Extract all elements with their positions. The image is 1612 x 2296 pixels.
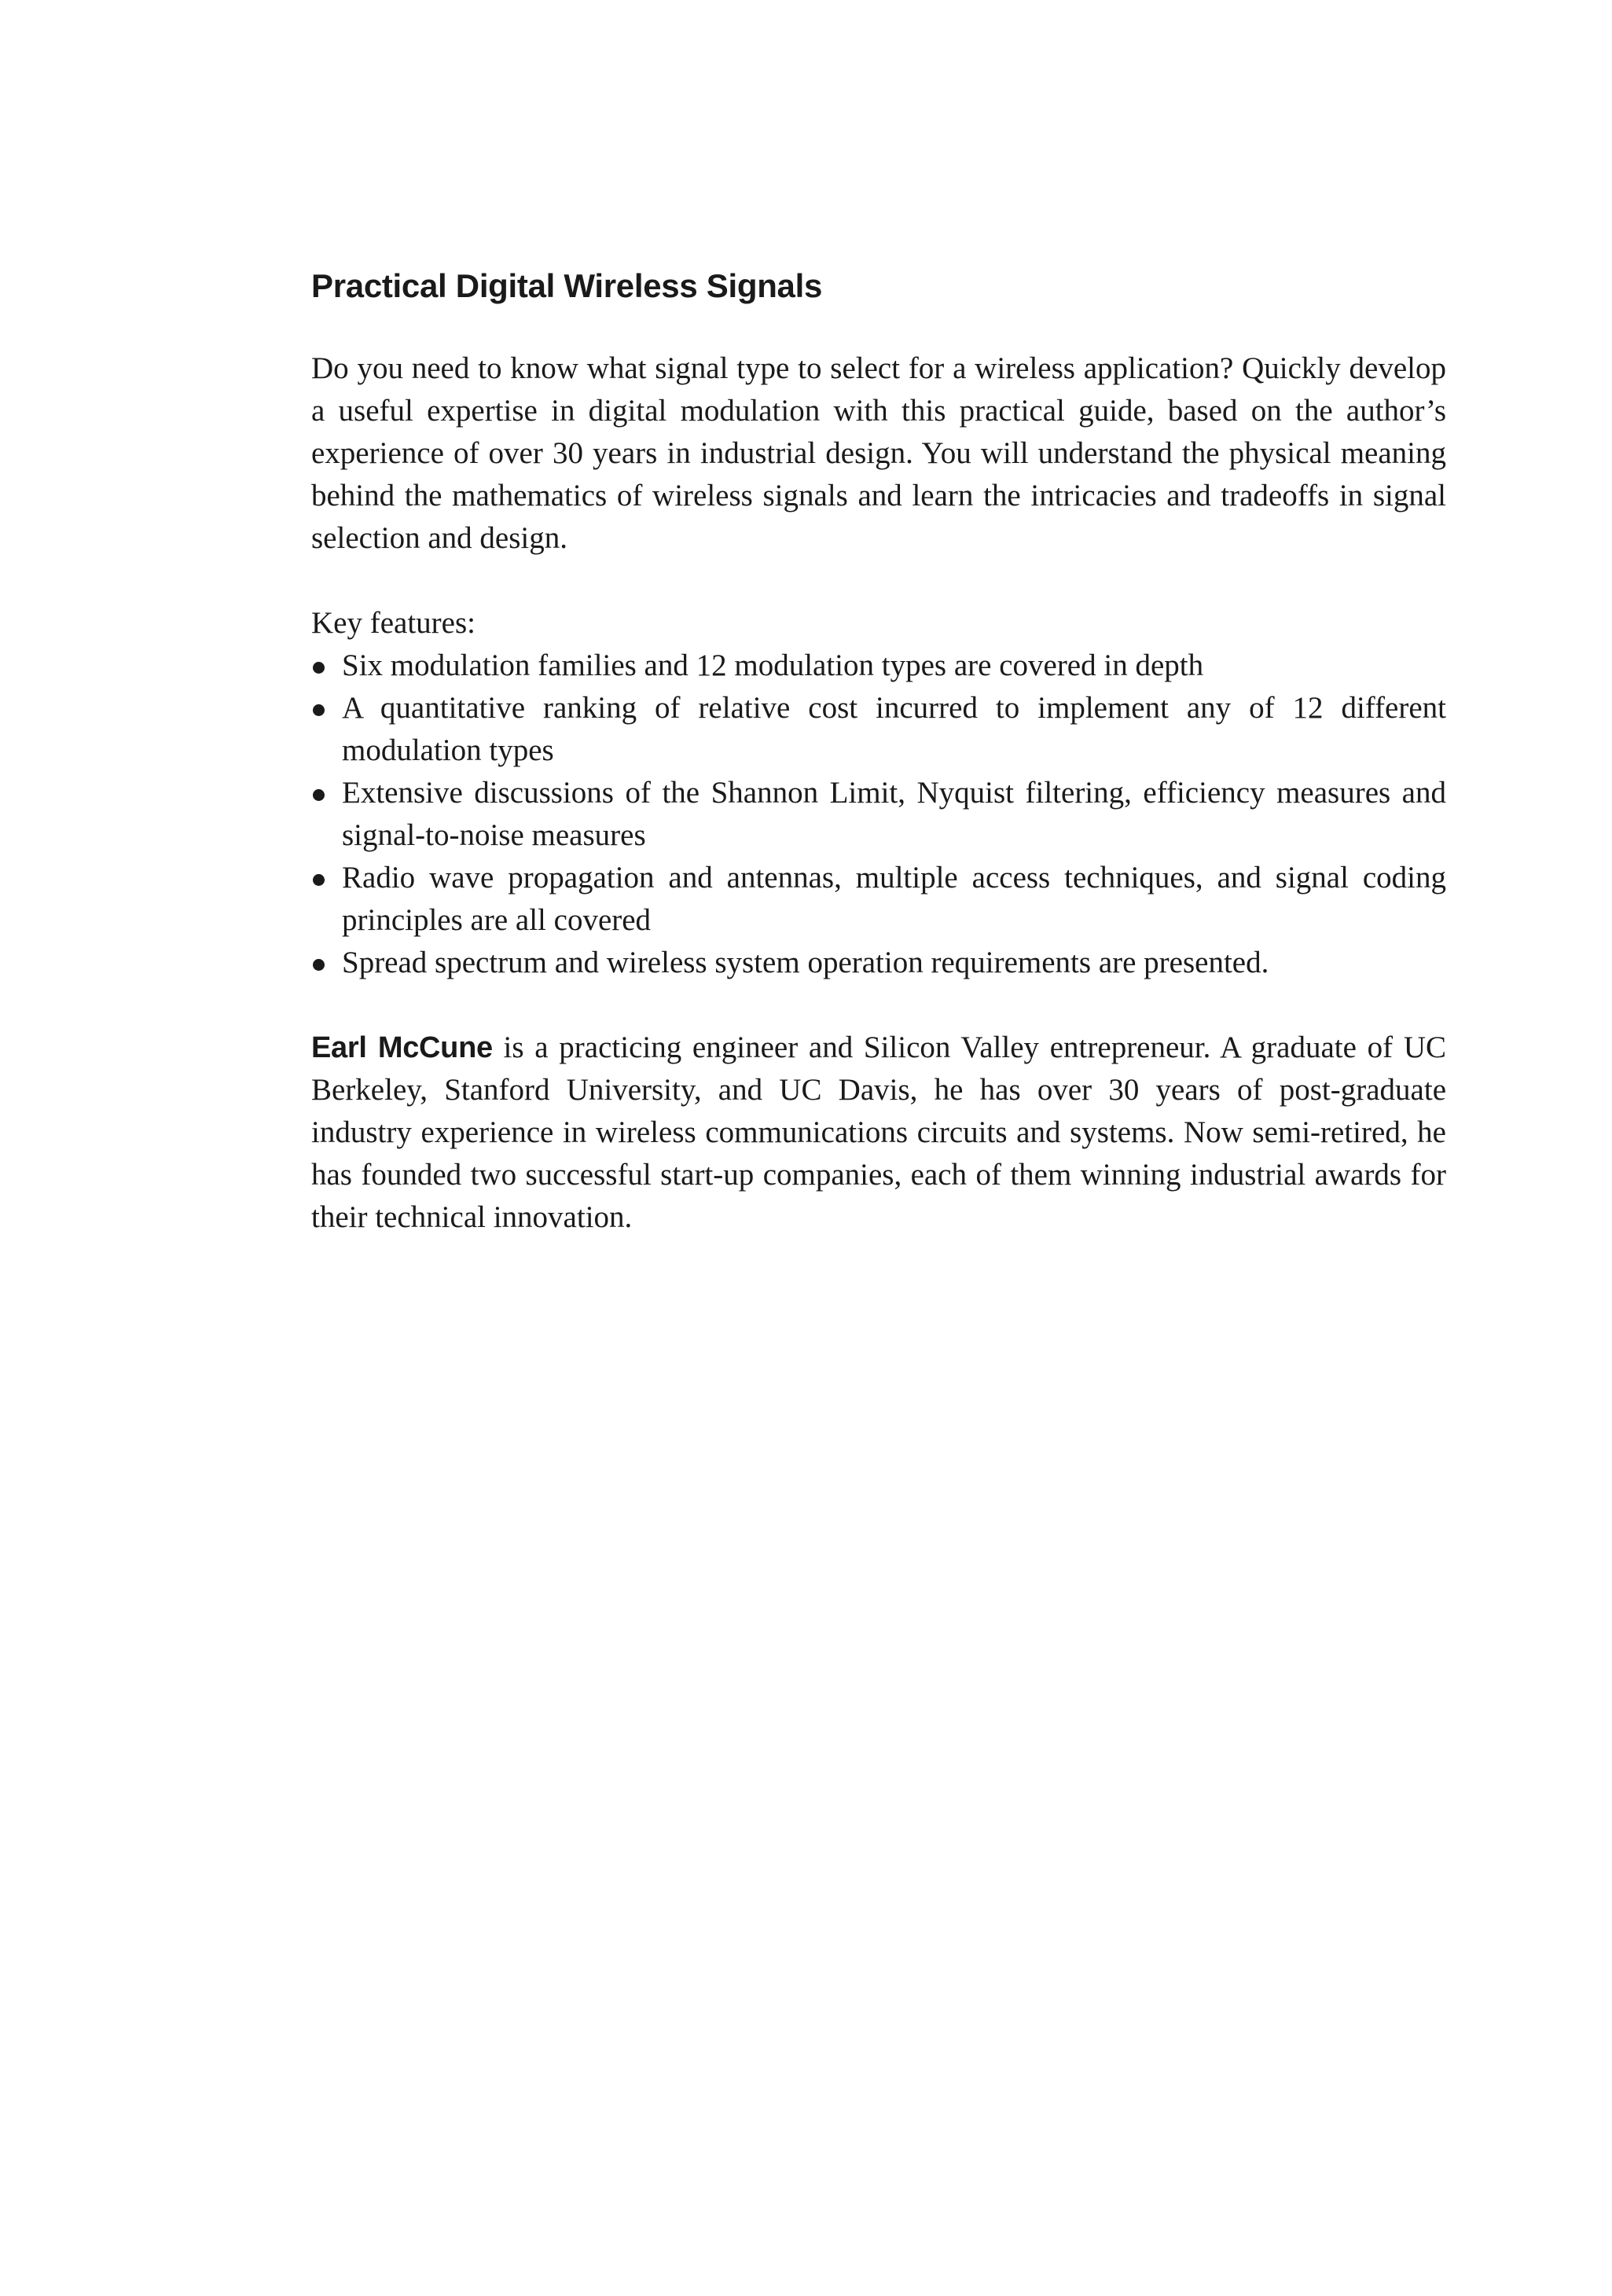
author-bio: is a practicing engineer and Silicon Valley entrepreneur. A graduate of UC Berkeley, Stanford University, and UC Davis, he has over 30 years of post-graduate industry experience in wireless communications circuits and systems. Now semi-retired, he has founded two successful start-up companies, each of them winning industrial awards for their technical innovation.	[311, 1030, 1446, 1234]
spacer	[311, 984, 1446, 1027]
bullet-icon	[313, 662, 325, 674]
feature-text: Radio wave propagation and antennas, multiple access techniques, and signal coding principles are all covered	[342, 861, 1446, 937]
author-bio-paragraph	[311, 1027, 1446, 1239]
bullet-icon	[313, 874, 325, 886]
document-page	[311, 264, 1446, 1239]
feature-list	[311, 645, 1446, 984]
feature-text: A quantitative ranking of relative cost incurred to implement any of 12 different modulation types	[342, 691, 1446, 767]
spacer	[311, 560, 1446, 602]
intro-paragraph: Do you need to know what signal type to select for a wireless application? Quickly develop a useful expertise in digital modulation with this practical guide, based on the author’s experience of over 30 years in industrial design. You will understand the physical meaning behind the mathematics of wireless signals and learn the intricacies and tradeoffs in signal selection and design.	[311, 351, 1446, 555]
bullet-icon	[313, 704, 325, 716]
feature-item	[311, 857, 1446, 942]
features-heading: Key features:	[311, 606, 476, 640]
author-name: Earl McCune	[311, 1031, 493, 1064]
book-title: Practical Digital Wireless Signals	[311, 267, 823, 304]
feature-text: Spread spectrum and wireless system operation requirements are presented.	[342, 946, 1269, 979]
bullet-icon	[313, 959, 325, 971]
bullet-icon	[313, 789, 325, 801]
feature-item	[311, 645, 1446, 687]
feature-item	[311, 687, 1446, 772]
feature-item	[311, 772, 1446, 857]
feature-text: Extensive discussions of the Shannon Limit, Nyquist filtering, efficiency measures and signal-to-noise measures	[342, 776, 1446, 852]
feature-item	[311, 942, 1446, 984]
feature-text: Six modulation families and 12 modulation types are covered in depth	[342, 648, 1204, 682]
